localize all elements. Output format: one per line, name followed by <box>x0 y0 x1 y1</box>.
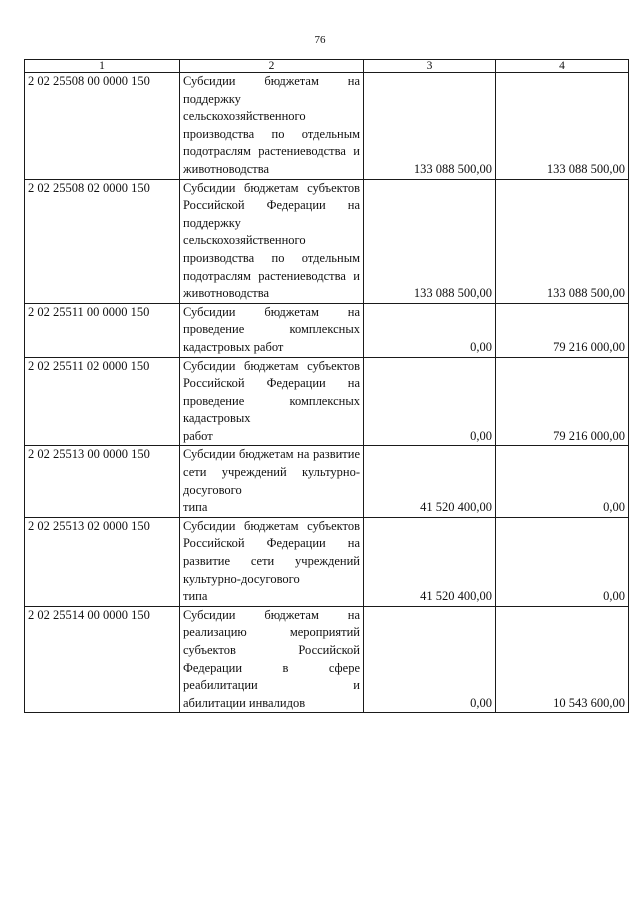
income-name-cell <box>180 357 364 446</box>
income-name-line: Субсидии бюджетам на <box>183 304 360 319</box>
amount-column-4-cell: 133 088 500,00 <box>496 179 629 303</box>
income-name-line: типа <box>183 500 208 515</box>
budget-code-cell: 2 02 25514 00 0000 150 <box>25 606 180 713</box>
income-name-line: Субсидии бюджетам <box>183 180 299 195</box>
table-row <box>25 446 629 517</box>
table-row <box>25 357 629 446</box>
amount-column-3-cell: 0,00 <box>364 357 496 446</box>
income-name-cell <box>180 73 364 180</box>
budget-code-cell: 2 02 25511 02 0000 150 <box>25 357 180 446</box>
table-row <box>25 517 629 606</box>
table-body <box>25 73 629 713</box>
income-name-line: субъектов Российской <box>183 643 360 657</box>
column-header-4: 4 <box>496 60 629 73</box>
amount-column-4-cell: 0,00 <box>496 446 629 517</box>
income-name-cell <box>180 179 364 303</box>
income-name-line: производства по <box>183 250 285 265</box>
amount-column-3-cell: 0,00 <box>364 303 496 357</box>
header-row <box>25 60 629 73</box>
income-name-line: сети учреждений <box>250 554 360 569</box>
income-name-line: Федерации на развитие <box>183 536 360 569</box>
column-header-3: 3 <box>364 60 496 73</box>
income-name-line: реализацию мероприятий <box>183 625 360 640</box>
income-name-line: культурно-досугового <box>183 571 300 586</box>
column-header-1: 1 <box>25 60 180 73</box>
table-row <box>25 606 629 713</box>
income-name-cell <box>180 517 364 606</box>
income-name-line: абилитации инвалидов <box>183 695 306 710</box>
income-name-line: субъектов Российской <box>183 358 361 391</box>
income-name-line: растениеводства и <box>258 268 360 283</box>
income-name-line: Субсидии бюджетам на <box>183 447 310 462</box>
income-name-line: животноводства <box>183 286 269 301</box>
column-header-2: 2 <box>180 60 364 73</box>
income-name-line: отдельным подотраслям <box>183 250 361 283</box>
budget-code-cell: 2 02 25508 00 0000 150 <box>25 73 180 180</box>
income-name-cell <box>180 303 364 357</box>
income-name-line: кадастровых работ <box>183 339 284 354</box>
income-name-line: растениеводства и <box>258 144 360 159</box>
budget-code-cell: 2 02 25513 00 0000 150 <box>25 446 180 517</box>
amount-column-3-cell: 41 520 400,00 <box>364 517 496 606</box>
amount-column-4-cell: 10 543 600,00 <box>496 606 629 713</box>
amount-column-4-cell: 133 088 500,00 <box>496 73 629 180</box>
budget-code-cell: 2 02 25508 02 0000 150 <box>25 179 180 303</box>
amount-column-4-cell: 0,00 <box>496 517 629 606</box>
income-name-line: Субсидии бюджетам на <box>183 74 360 88</box>
table-header <box>25 60 629 73</box>
table-row <box>25 303 629 357</box>
income-name-cell <box>180 446 364 517</box>
income-name-line: поддержку <box>183 91 241 106</box>
income-name-line: сельскохозяйственного <box>183 109 306 124</box>
budget-code-cell: 2 02 25513 02 0000 150 <box>25 517 180 606</box>
amount-column-3-cell: 0,00 <box>364 606 496 713</box>
income-name-cell <box>180 606 364 713</box>
income-name-line: Федерации на проведение <box>183 376 360 408</box>
income-name-line: животноводства <box>183 161 269 176</box>
income-name-line: комплексных кадастровых <box>183 393 360 426</box>
amount-column-3-cell: 133 088 500,00 <box>364 73 496 180</box>
income-name-line: Субсидии бюджетам на <box>183 607 360 622</box>
income-name-line: реабилитации и <box>183 678 360 693</box>
income-name-line: субъектов Российской <box>183 180 361 213</box>
table-row <box>25 73 629 180</box>
table-row <box>25 179 629 303</box>
income-name-line: сельскохозяйственного <box>183 233 306 248</box>
income-name-line: Субсидии бюджетам <box>183 518 299 533</box>
budget-code-cell: 2 02 25511 00 0000 150 <box>25 303 180 357</box>
amount-column-4-cell: 79 216 000,00 <box>496 303 629 357</box>
income-name-line: субъектов Российской <box>183 518 361 551</box>
income-name-line: типа <box>183 589 208 604</box>
income-name-line: Субсидии бюджетам <box>183 358 299 373</box>
income-name-line: проведение комплексных <box>183 322 360 337</box>
budget-table <box>24 59 629 713</box>
income-name-line: работ <box>183 428 213 443</box>
income-name-line: Федерации в сфере <box>183 660 360 675</box>
page-number: 76 <box>314 34 326 46</box>
income-name-line: отдельным подотраслям <box>183 126 361 159</box>
amount-column-4-cell: 79 216 000,00 <box>496 357 629 446</box>
income-name-line: развитие сети учреждений <box>183 447 361 480</box>
amount-column-3-cell: 41 520 400,00 <box>364 446 496 517</box>
amount-column-3-cell: 133 088 500,00 <box>364 179 496 303</box>
income-name-line: производства по <box>183 126 285 141</box>
income-name-line: культурно-досугового <box>183 465 360 497</box>
income-name-line: Федерации на поддержку <box>183 198 360 230</box>
